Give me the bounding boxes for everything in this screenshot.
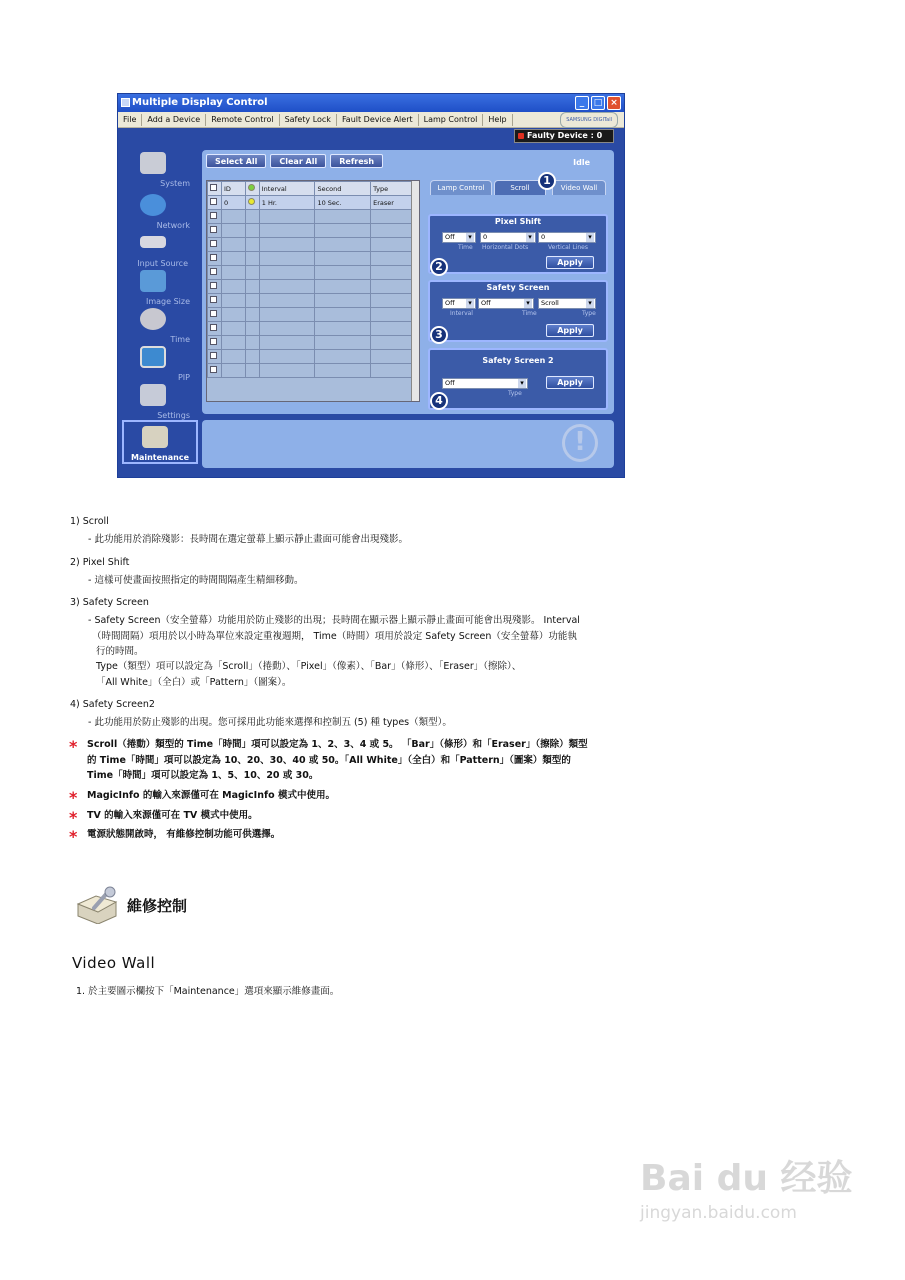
- table-row[interactable]: [208, 336, 413, 350]
- info-bar: [202, 420, 614, 468]
- item-3-body: （時間間隔）項用於以小時為單位來設定重複週期， Time（時間）項用於設定 Safety Screen（安全螢幕）功能執: [92, 631, 577, 642]
- row-checkbox[interactable]: [210, 226, 217, 233]
- sidebar-item-time[interactable]: Time: [122, 306, 198, 344]
- menu-safety-lock[interactable]: Safety Lock: [280, 114, 337, 126]
- device-status-icon: [248, 198, 255, 205]
- item-3-body: 「All White」（全白）或「Pattern」（圖案）。: [96, 677, 292, 688]
- tab-scroll[interactable]: Scroll: [494, 180, 546, 195]
- sidebar-item-input-source[interactable]: Input Source: [122, 230, 198, 268]
- note-star-icon: *: [69, 737, 78, 756]
- table-row[interactable]: [208, 266, 413, 280]
- item-3-title: 3) Safety Screen: [70, 597, 149, 608]
- clock-icon: [140, 308, 166, 330]
- row-checkbox[interactable]: [210, 268, 217, 275]
- menu-help[interactable]: Help: [483, 114, 512, 126]
- grid-scrollbar[interactable]: [411, 181, 419, 401]
- row-checkbox[interactable]: [210, 366, 217, 373]
- table-row[interactable]: [208, 350, 413, 364]
- safety-screen2-apply-button[interactable]: Apply: [546, 376, 594, 389]
- pixel-shift-panel: Pixel Shift Off ▾ 0 ▾ 0 ▾ Time Horizontal Dots Vertical Lines Apply: [428, 214, 608, 274]
- system-icon: [140, 152, 166, 174]
- note-1: Time「時間」項可以設定為 1、5、10、20 或 30。: [87, 770, 319, 781]
- note-3: TV 的輸入來源僅可在 TV 模式中使用。: [87, 810, 258, 821]
- window-title: Multiple Display Control: [132, 97, 268, 108]
- column-second[interactable]: Second: [315, 182, 371, 196]
- table-row[interactable]: [208, 322, 413, 336]
- marker-1: 1: [538, 172, 556, 190]
- watermark: [640, 1150, 853, 1223]
- row-checkbox[interactable]: [210, 352, 217, 359]
- network-icon: [140, 194, 166, 216]
- clear-all-button[interactable]: Clear All: [270, 154, 326, 168]
- title-bar: [118, 94, 624, 112]
- maximize-button[interactable]: □: [591, 96, 605, 110]
- menu-fault-device-alert[interactable]: Fault Device Alert: [337, 114, 419, 126]
- item-2-title: 2) Pixel Shift: [70, 557, 130, 568]
- sidebar-item-settings[interactable]: Settings: [122, 382, 198, 420]
- menu-remote-control[interactable]: Remote Control: [206, 114, 279, 126]
- interval-select[interactable]: Off ▾: [442, 298, 476, 309]
- faulty-device-indicator[interactable]: Faulty Device : 0: [514, 129, 614, 143]
- note-2: MagicInfo 的輸入來源僅可在 MagicInfo 模式中使用。: [87, 790, 335, 801]
- safety-screen-apply-button[interactable]: Apply: [546, 324, 594, 337]
- sidebar-item-system[interactable]: System: [122, 150, 198, 188]
- row-checkbox[interactable]: [210, 338, 217, 345]
- table-row[interactable]: [208, 224, 413, 238]
- watermark-url: jingyan.baidu.com: [640, 1203, 797, 1223]
- status-text: Idle: [573, 158, 590, 167]
- column-id[interactable]: ID: [221, 182, 245, 196]
- note-4: 電源狀態開啟時， 有維修控制功能可供選擇。: [87, 829, 281, 840]
- marker-4: 4: [430, 392, 448, 410]
- safety-time-select[interactable]: Off ▾: [478, 298, 534, 309]
- table-row[interactable]: [208, 308, 413, 322]
- row-checkbox[interactable]: [210, 212, 217, 219]
- item-1-title: 1) Scroll: [70, 516, 109, 527]
- safety-screen2-panel: Safety Screen 2 Off ▾ Type Apply: [428, 348, 608, 410]
- work-area: [202, 150, 614, 414]
- pip-icon: [140, 346, 166, 368]
- row-checkbox[interactable]: [210, 198, 217, 205]
- step-1: 1. 於主要圖示欄按下「Maintenance」選項來顯示維修畫面。: [76, 986, 340, 997]
- row-checkbox[interactable]: [210, 324, 217, 331]
- select-all-button[interactable]: Select All: [206, 154, 266, 168]
- item-4-body: - 此功能用於防止殘影的出現。您可採用此功能來選擇和控制五 (5) 種 types（類型）。: [88, 717, 452, 728]
- tab-video-wall[interactable]: Video Wall: [552, 180, 606, 195]
- row-checkbox[interactable]: [210, 240, 217, 247]
- tab-lamp-control[interactable]: Lamp Control: [430, 180, 492, 195]
- item-3-body: Type（類型）項可以設定為「Scroll」（捲動）、「Pixel」（像素）、「Bar」（條形）、「Eraser」（擦除）、: [96, 661, 522, 672]
- page-heading: Video Wall: [72, 954, 156, 972]
- item-2-body: - 這樣可使畫面按照指定的時間間隔產生精細移動。: [88, 575, 304, 586]
- table-row[interactable]: 0 1 Hr. 10 Sec. Eraser: [208, 196, 413, 210]
- safety-type-select[interactable]: Scroll ▾: [538, 298, 596, 309]
- safety-screen-panel: Safety Screen Off ▾ Off ▾ Scroll ▾ Interval Time Type Apply: [428, 280, 608, 342]
- horizontal-dots-select[interactable]: 0 ▾: [480, 232, 536, 243]
- menu-file[interactable]: File: [118, 114, 142, 126]
- column-type[interactable]: Type: [371, 182, 413, 196]
- menu-bar: [118, 112, 624, 128]
- image-size-icon: [140, 270, 166, 292]
- pixel-shift-apply-button[interactable]: Apply: [546, 256, 594, 269]
- watermark-brand: Bai du 经验: [640, 1158, 853, 1199]
- table-row[interactable]: [208, 364, 413, 378]
- refresh-button[interactable]: Refresh: [330, 154, 383, 168]
- power-status-icon: [248, 184, 255, 191]
- note-star-icon: *: [69, 808, 78, 827]
- device-grid: [206, 180, 420, 402]
- row-checkbox[interactable]: [210, 296, 217, 303]
- sidebar-item-network[interactable]: Network: [122, 192, 198, 230]
- item-3-body: - Safety Screen（安全螢幕）功能用於防止殘影的出現；長時間在顯示器上顯示靜止畫面可能會出現殘影。 Interval: [88, 615, 580, 626]
- table-row[interactable]: [208, 252, 413, 266]
- item-3-body: 行的時間。: [96, 646, 144, 657]
- select-all-checkbox[interactable]: [210, 184, 217, 191]
- pixel-shift-time-select[interactable]: Off ▾: [442, 232, 476, 243]
- input-source-icon: [140, 236, 166, 248]
- sidebar-item-pip[interactable]: PIP: [122, 344, 198, 382]
- table-row[interactable]: [208, 280, 413, 294]
- minimize-button[interactable]: _: [575, 96, 589, 110]
- sidebar: [118, 146, 200, 466]
- brand-logo: SAMSUNG DIGITall: [560, 112, 618, 128]
- note-star-icon: *: [69, 827, 78, 846]
- close-button[interactable]: ×: [607, 96, 621, 110]
- settings-icon: [140, 384, 166, 406]
- table-row[interactable]: [208, 210, 413, 224]
- row-checkbox[interactable]: [210, 254, 217, 261]
- note-1: Scroll（捲動）類型的 Time「時間」項可以設定為 1、2、3、4 或 5。 「Bar」（條形）和「Eraser」（擦除）類型: [87, 739, 588, 750]
- marker-3: 3: [430, 326, 448, 344]
- item-1-body: - 此功能用於消除殘影：長時間在選定螢幕上顯示靜止畫面可能會出現殘影。: [88, 534, 408, 545]
- column-interval[interactable]: Interval: [259, 182, 315, 196]
- maintenance-icon: [142, 426, 168, 448]
- safety2-type-select[interactable]: Off ▾: [442, 378, 528, 389]
- marker-2: 2: [430, 258, 448, 276]
- sidebar-item-maintenance[interactable]: Maintenance: [122, 420, 198, 464]
- table-row[interactable]: [208, 294, 413, 308]
- section-title: 維修控制: [127, 897, 188, 915]
- tab-bar: [428, 178, 608, 196]
- menu-add-device[interactable]: Add a Device: [142, 114, 206, 126]
- note-1: 的 Time「時間」項可以設定為 10、20、30、40 或 50。「All White」（全白）和「Pattern」（圖案）類型的: [87, 755, 571, 766]
- row-checkbox[interactable]: [210, 310, 217, 317]
- alert-icon: !: [562, 424, 598, 462]
- menu-lamp-control[interactable]: Lamp Control: [419, 114, 484, 126]
- note-star-icon: *: [69, 788, 78, 807]
- app-window: [117, 93, 625, 478]
- sidebar-item-image-size[interactable]: Image Size: [122, 268, 198, 306]
- table-row[interactable]: [208, 238, 413, 252]
- maintenance-section-icon: [74, 886, 120, 924]
- item-4-title: 4) Safety Screen2: [70, 699, 155, 710]
- row-checkbox[interactable]: [210, 282, 217, 289]
- app-icon: [121, 98, 130, 107]
- vertical-lines-select[interactable]: 0 ▾: [538, 232, 596, 243]
